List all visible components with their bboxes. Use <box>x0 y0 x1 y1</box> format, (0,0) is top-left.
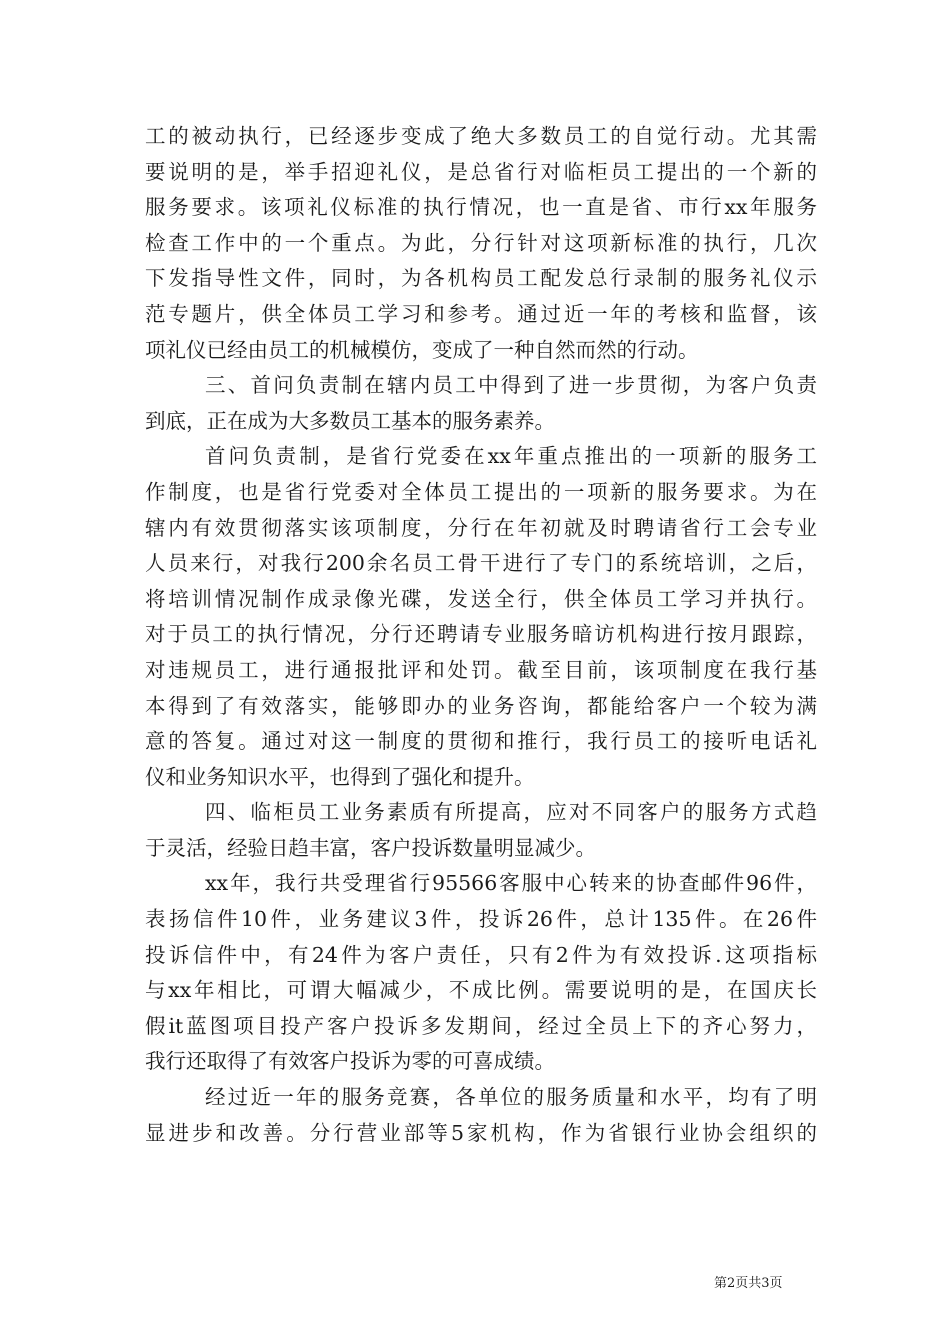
page-number: 第2页共3页 <box>714 1276 783 1291</box>
text-line: 表扬信件10件，业务建议3件，投诉26件，总计135件。在26件 <box>145 907 817 932</box>
text-line: 我行还取得了有效客户投诉为零的可喜成绩。 <box>145 1049 555 1074</box>
text-line: 与xx年相比，可谓大幅减少，不成比例。需要说明的是，在国庆长 <box>145 978 817 1003</box>
text-line: 仪和业务知识水平，也得到了强化和提升。 <box>145 764 535 789</box>
text-line: 投诉信件中，有24件为客户责任，只有2件为有效投诉.这项指标 <box>145 942 817 967</box>
body-text <box>145 119 817 1151</box>
text-line: 本得到了有效落实，能够即办的业务咨询，都能给客户一个较为满 <box>145 693 817 718</box>
text-line: xx年，我行共受理省行95566客服中心转来的协查邮件96件， <box>205 871 817 896</box>
text-line: 对于员工的执行情况，分行还聘请专业服务暗访机构进行按月跟踪， <box>145 622 817 647</box>
text-line: 项礼仪已经由员工的机械模仿，变成了一种自然而然的行动。 <box>145 337 699 362</box>
text-line: 假it蓝图项目投产客户投诉多发期间，经过全员上下的齐心努力， <box>145 1013 817 1038</box>
text-line: 下发指导性文件，同时，为各机构员工配发总行录制的服务礼仪示 <box>145 266 817 291</box>
section-heading-line: 到底，正在成为大多数员工基本的服务素养。 <box>145 408 555 433</box>
text-line: 辖内有效贯彻落实该项制度，分行在年初就及时聘请省行工会专业 <box>145 515 817 540</box>
text-line: 服务要求。该项礼仪标准的执行情况，也一直是省、市行xx年服务 <box>145 195 817 220</box>
text-line: 工的被动执行，已经逐步变成了绝大多数员工的自觉行动。尤其需 <box>145 124 817 148</box>
text-line: 要说明的是，举手招迎礼仪，是总省行对临柜员工提出的一个新的 <box>145 159 817 184</box>
text-line: 首问负责制，是省行党委在xx年重点推出的一项新的服务工 <box>205 444 817 469</box>
text-line: 对违规员工，进行通报批评和处罚。截至目前，该项制度在我行基 <box>145 657 817 682</box>
text-line: 意的答复。通过对这一制度的贯彻和推行，我行员工的接听电话礼 <box>145 729 817 754</box>
text-line: 经过近一年的服务竞赛，各单位的服务质量和水平，均有了明 <box>205 1085 817 1110</box>
section-heading-line: 于灵活，经验日趋丰富，客户投诉数量明显减少。 <box>145 835 596 860</box>
text-line: 范专题片，供全体员工学习和参考。通过近一年的考核和监督，该 <box>145 301 817 326</box>
section-heading-line: 四、临柜员工业务素质有所提高，应对不同客户的服务方式趋 <box>205 800 817 825</box>
text-line: 人员来行，对我行200余名员工骨干进行了专门的系统培训，之后， <box>145 551 817 576</box>
text-line: 作制度，也是省行党委对全体员工提出的一项新的服务要求。为在 <box>145 479 817 504</box>
text-line: 显进步和改善。分行营业部等5家机构，作为省银行业协会组织的 <box>145 1120 817 1145</box>
section-heading-line: 三、首问负责制在辖内员工中得到了进一步贯彻，为客户负责 <box>205 373 817 398</box>
text-line: 检查工作中的一个重点。为此，分行针对这项新标准的执行，几次 <box>145 230 817 255</box>
text-line: 将培训情况制作成录像光碟，发送全行，供全体员工学习并执行。 <box>145 586 817 611</box>
